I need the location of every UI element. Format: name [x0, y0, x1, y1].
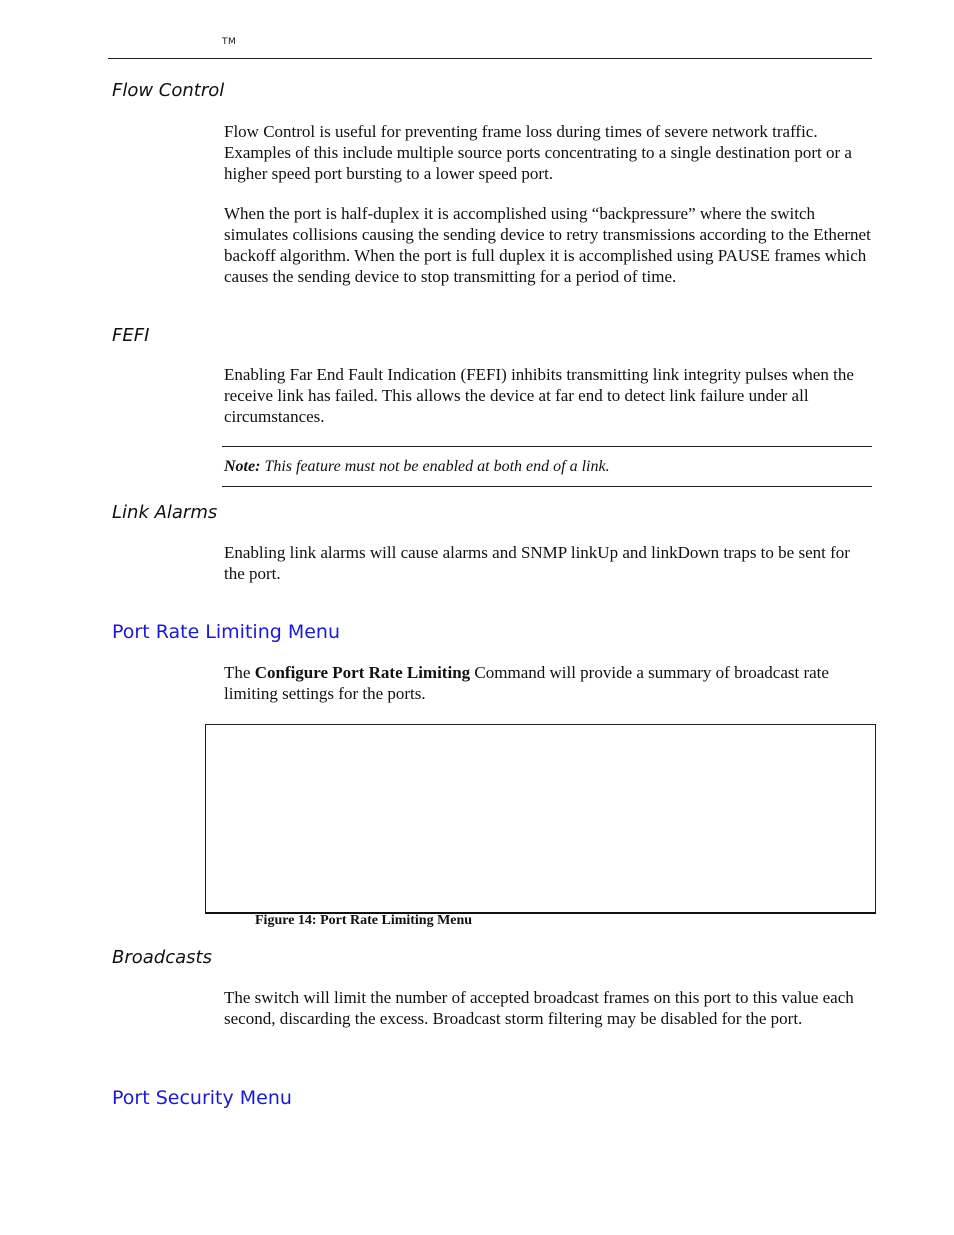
trademark-mark: TM — [222, 37, 237, 47]
prl-para-suffix: Command will provide a summary of broadcast rate limiting settings for the ports. — [224, 663, 829, 703]
header-rule — [108, 58, 872, 59]
heading-fefi: FEFI — [112, 325, 150, 346]
prl-command-name: Configure Port Rate Limiting — [254, 663, 471, 682]
figure-14-caption: Figure 14: Port Rate Limiting Menu — [255, 913, 473, 928]
heading-broadcasts: Broadcasts — [112, 947, 212, 968]
heading-port-security-menu: Port Security Menu — [112, 1087, 292, 1109]
note-label: Note: — [224, 458, 261, 475]
heading-port-rate-limiting-menu: Port Rate Limiting Menu — [112, 621, 340, 643]
note-bottom-rule — [222, 486, 872, 487]
note-top-rule — [222, 446, 872, 447]
port-rate-limiting-paragraph — [224, 662, 872, 704]
prl-para-prefix: The — [224, 663, 255, 682]
note-text: This feature must not be enabled at both end of a link. — [264, 458, 610, 475]
heading-flow-control: Flow Control — [112, 80, 225, 101]
flow-control-paragraph-1: Flow Control is useful for preventing frame loss during times of severe network traffic. Examples of this include multiple source ports concentrating to a single destination port or a higher speed port bursting to a lower speed port. — [224, 122, 852, 183]
link-alarms-paragraph: Enabling link alarms will cause alarms and SNMP linkUp and linkDown traps to be sent for the port. — [224, 543, 850, 583]
fefi-paragraph: Enabling Far End Fault Indication (FEFI) inhibits transmitting link integrity pulses when the receive link has failed. This allows the device at far end to detect link failure under all circumstances. — [224, 365, 854, 426]
flow-control-paragraph-2: When the port is half-duplex it is accomplished using “backpressure” where the switch simulates collisions causing the sending device to retry transmissions according to the Ethernet backoff algorithm. When the port is full duplex it is accomplished using PAUSE frames which causes the sending device to stop transmitting for a period of time. — [224, 204, 871, 286]
figure-14-screen-box — [205, 724, 876, 914]
heading-link-alarms: Link Alarms — [112, 502, 218, 523]
note-box — [224, 456, 610, 477]
broadcasts-paragraph: The switch will limit the number of accepted broadcast frames on this port to this value each second, discarding the excess. Broadcast storm filtering may be disabled for the port. — [224, 988, 854, 1028]
